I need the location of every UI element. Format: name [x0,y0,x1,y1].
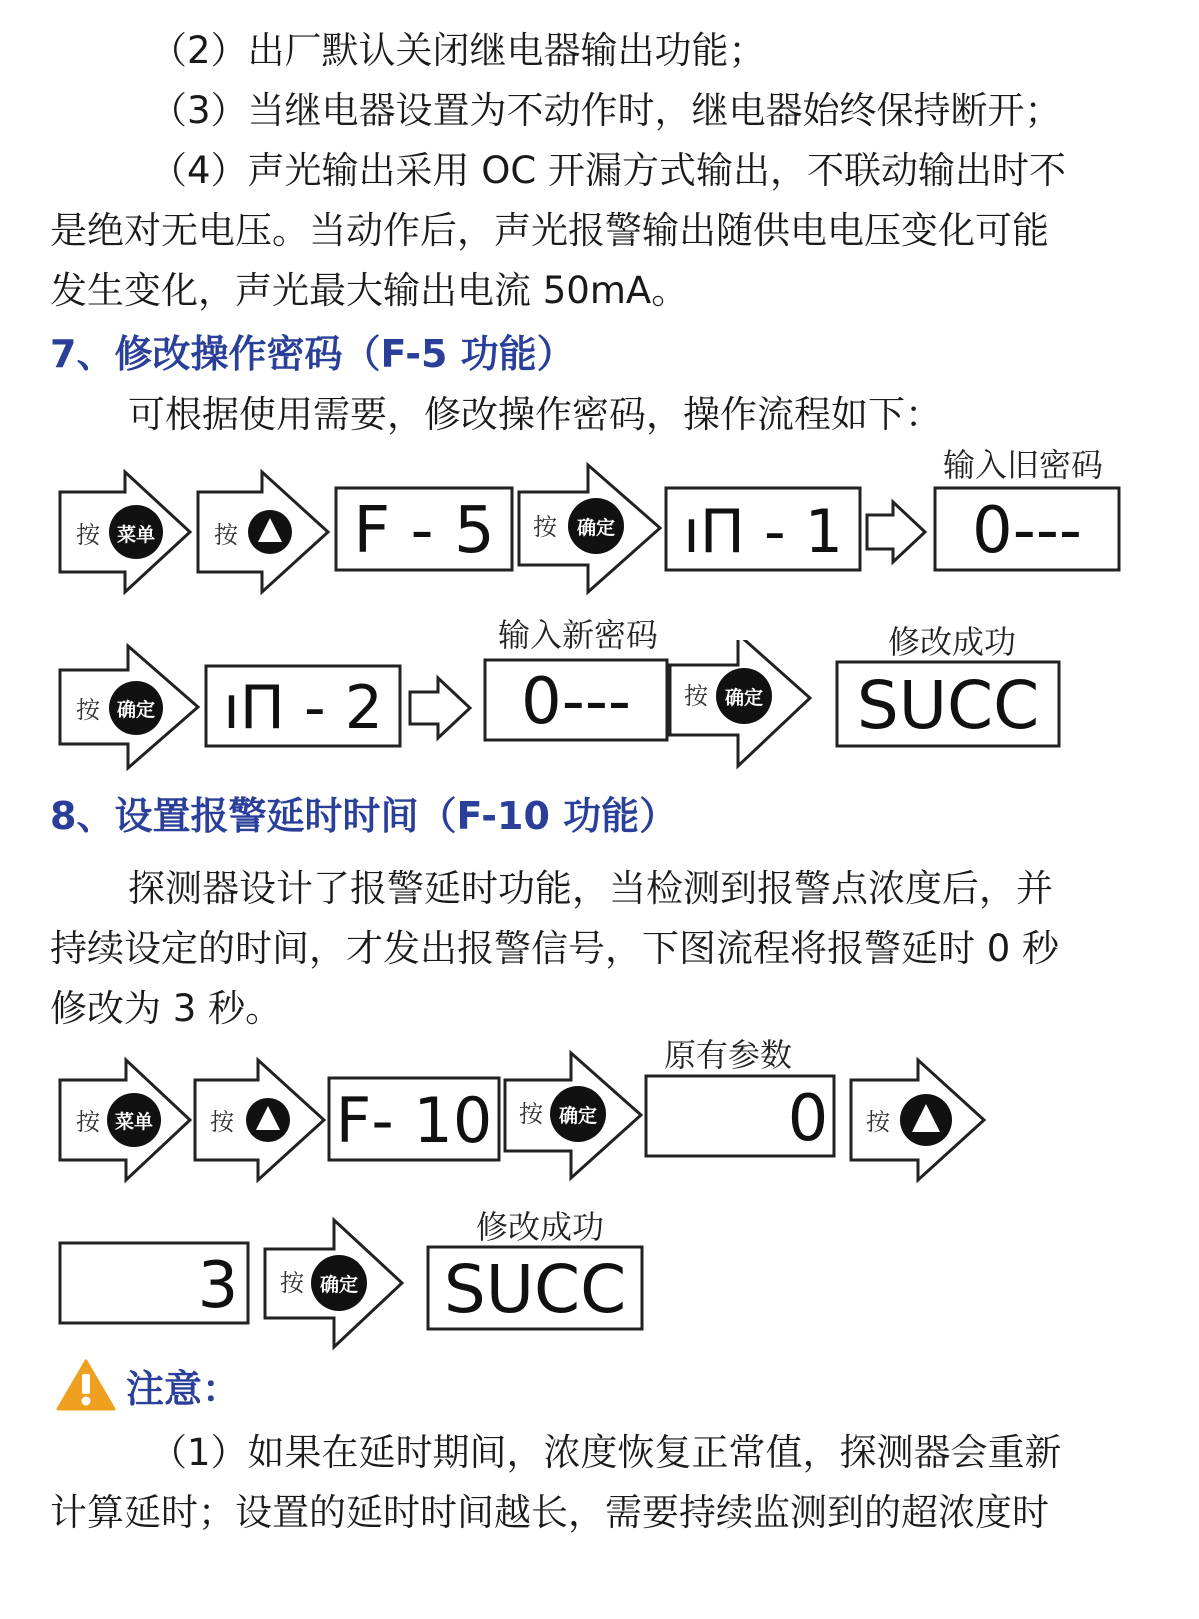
section-8-heading: 8、设置报警延时时间（F-10 功能） [50,794,678,838]
menu-label: 菜单 [116,524,156,546]
note-line: 计算延时；设置的延时时间越长，需要持续监测到的超浓度时 [50,1491,1049,1534]
display-in1 [666,488,860,570]
flow-7-row1 [0,460,1199,605]
section-8-paragraph: 探测器设计了报警延时功能，当检测到报警点浓度后，并 [128,867,1053,910]
confirm-label: 确定 [724,687,764,709]
warning-icon [56,1359,116,1411]
note-line: （1）如果在延时期间，浓度恢复正常值，探测器会重新 [150,1431,1062,1474]
press-confirm-arrow [519,465,660,592]
press-label: 按 [76,521,100,549]
svg-text:0: 0 [787,1082,829,1156]
display-in2 [206,666,400,746]
svg-text:0---: 0--- [972,494,1082,568]
press-label: 按 [214,521,238,549]
confirm-label: 确定 [319,1274,359,1296]
press-up-arrow [851,1060,984,1180]
svg-text:3: 3 [197,1249,239,1323]
display-zero1 [935,488,1119,570]
press-confirm-arrow [670,640,810,766]
caption-original-value: 原有参数 [664,1036,793,1074]
note-title: 注意： [126,1366,241,1411]
flow-7-row2 [0,640,1199,775]
svg-text:SUCC: SUCC [856,667,1040,744]
svg-text:F - 5: F - 5 [353,494,495,568]
section-7-heading: 7、修改操作密码（F-5 功能） [50,332,575,376]
display-orig [646,1076,834,1156]
display-three [60,1243,248,1323]
press-label: 按 [519,1100,543,1128]
press-label: 按 [533,513,557,541]
caption-success: 修改成功 [888,623,1017,661]
press-label: 按 [280,1269,304,1297]
display-f5 [336,488,512,570]
press-up-arrow [195,1060,324,1180]
text-line: （3）当继电器设置为不动作时，继电器始终保持断开； [150,89,1062,132]
text-line: （2）出厂默认关闭继电器输出功能； [150,29,766,72]
small-arrow [410,678,470,738]
caption-success: 修改成功 [476,1208,605,1246]
display-f10 [329,1078,499,1160]
press-up-arrow [198,472,328,592]
section-7-intro: 可根据使用需要，修改操作密码，操作流程如下： [128,393,942,436]
menu-label: 菜单 [114,1111,154,1133]
press-label: 按 [684,682,708,710]
press-menu-arrow [60,1060,190,1180]
display-succ1 [837,662,1059,746]
press-menu-arrow [60,472,190,592]
small-arrow [867,502,925,562]
text-line: 是绝对无电压。当动作后，声光报警输出随供电电压变化可能 [50,209,1049,252]
svg-text:SUCC: SUCC [443,1251,627,1328]
flow-8-row2 [0,1215,1199,1355]
caption-new-password: 输入新密码 [498,616,659,654]
text-line: （4）声光输出采用 OC 开漏方式输出，不联动输出时不 [150,149,1067,192]
note-header [56,1355,240,1415]
confirm-label: 确定 [558,1105,598,1127]
flow-8-row1 [0,1050,1199,1190]
press-label: 按 [76,696,100,724]
section-8-paragraph: 修改为 3 秒。 [50,987,283,1030]
press-label: 按 [210,1108,234,1136]
confirm-label: 确定 [576,517,616,539]
svg-text:0---: 0--- [521,665,631,739]
confirm-label: 确定 [116,699,156,721]
svg-text:ıП - 1: ıП - 1 [683,497,843,567]
section-8-paragraph: 持续设定的时间，才发出报警信号，下图流程将报警延时 0 秒 [50,927,1060,970]
svg-text:F- 10: F- 10 [335,1084,493,1157]
press-confirm-arrow [265,1220,402,1347]
press-confirm-arrow [60,646,198,768]
svg-text:ıП - 2: ıП - 2 [223,673,383,743]
caption-old-password: 输入旧密码 [943,446,1104,484]
display-succ2 [428,1247,642,1329]
text-line: 发生变化，声光最大输出电流 50mA。 [50,269,689,312]
press-label: 按 [76,1108,100,1136]
press-label: 按 [866,1108,890,1136]
press-confirm-arrow [505,1053,641,1178]
display-zero2 [485,660,667,740]
